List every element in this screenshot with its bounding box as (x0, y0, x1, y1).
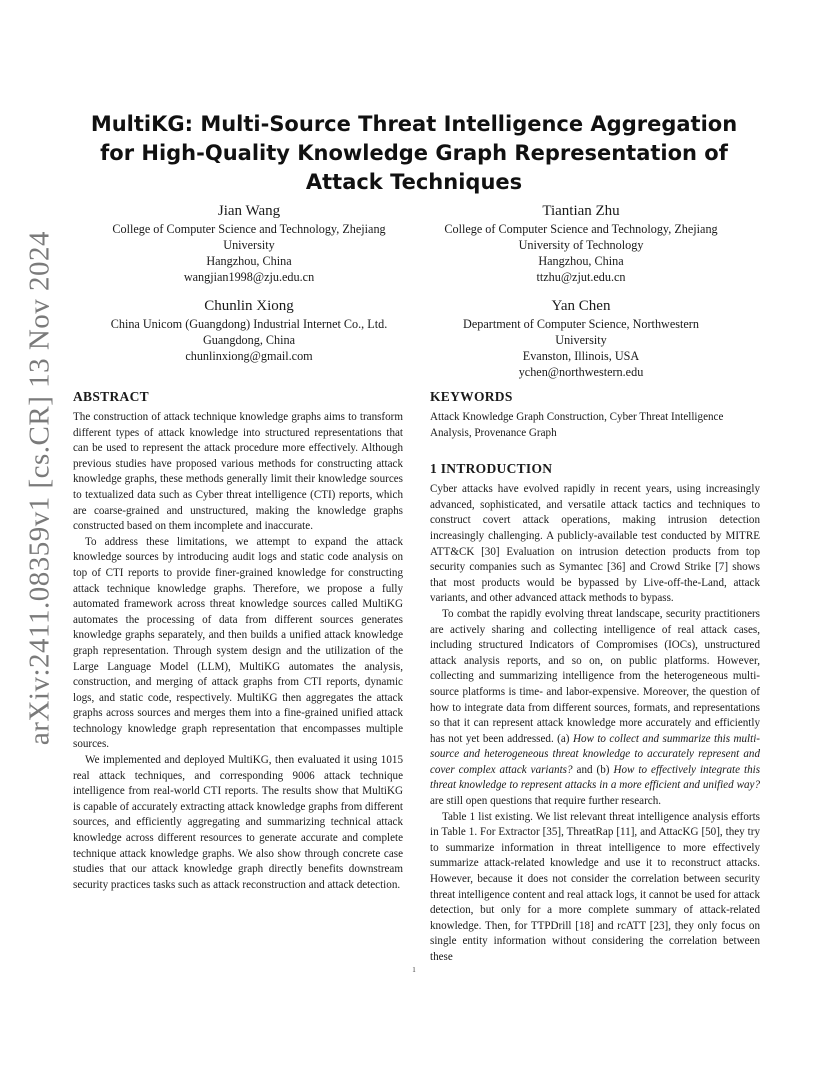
abstract-paragraph: We implemented and deployed MultiKG, then evaluated it using 1015 real attack techniques, and corresponding 9006 attack technique intelligence from real-world CTI reports. The results show that MultiKG is capable of accurately extracting attack knowledge graphs from different sources, and efficiently aggregating and summarizing technical attack knowledge across different resources to generate accurate and complete technique attack knowledge graphs. We also show through concrete case studies that our attack knowledge graph directly benefits downstream security practices tasks such as attack reconstruction and attack detection. (73, 754, 403, 891)
author-location: Guangdong, China (202, 333, 296, 347)
keywords-text: Attack Knowledge Graph Construction, Cyber Threat Intelligence Analysis, Provenance Graph (430, 411, 724, 439)
author-affiliation: China Unicom (Guangdong) Industrial Internet Co., Ltd. (110, 317, 388, 331)
author-affiliation: College of Computer Science and Technology, Zhejiang (112, 222, 386, 236)
author-affiliation: College of Computer Science and Technology, Zhejiang (444, 222, 718, 236)
intro-text: are still open questions that require further research. (430, 795, 662, 808)
author-name: Chunlin Xiong (204, 298, 294, 314)
author-block-1 (94, 201, 404, 285)
page-number: 1 (412, 966, 416, 974)
author-name: Jian Wang (217, 203, 281, 219)
author-block-4 (426, 296, 736, 380)
introduction-heading: 1 INTRODUCTION (430, 461, 553, 477)
abstract-heading: ABSTRACT (73, 389, 149, 404)
author-affiliation: University of Technology (518, 238, 644, 252)
research-question-b: How to effectively integrate this threat knowledge to represent attacks in a more efficient and unified way? (430, 763, 761, 792)
author-affiliation: University (555, 333, 607, 347)
author-email: ychen@northwestern.edu (518, 365, 644, 379)
intro-text: To combat the rapidly evolving threat landscape, security practitioners are actively sharing and collecting intelligence of real attack cases, including structured Indicators of Compromises (IOCs), unstructured attack analysis reports, and so on, on public platforms. However, collecting and summarizing intelligence from the heterogeneous multi-source platforms is time- and labor-expensive. Moreover, the question of how to integrate data from different sources, formats, and representations so that it can represent attack knowledge more accurately and efficiently has not yet been addressed. (a) (430, 607, 760, 745)
right-column (430, 388, 760, 966)
author-email: wangjian1998@zju.edu.cn (183, 270, 315, 284)
author-email: ttzhu@zjut.edu.cn (536, 270, 626, 284)
intro-text: and (b) (572, 763, 614, 776)
author-location: Hangzhou, China (538, 254, 624, 268)
author-location: Hangzhou, China (206, 254, 292, 268)
arxiv-id-text: arXiv:2411.08359v1 [cs.CR] 13 Nov 2024 (23, 230, 56, 746)
author-name: Tiantian Zhu (542, 203, 620, 219)
author-email: chunlinxiong@gmail.com (185, 349, 313, 363)
intro-paragraph: Cyber attacks have evolved rapidly in recent years, using increasingly advanced, sophisticated, and versatile attack tactics and techniques to construct covert attack operations, making intrusion detection increasingly challenging. A publicly-available test conducted by MITRE ATT&CK [30] Evaluation on intrusion detection products from top security companies such as Symantec [36] and Crowd Strike [7] shows that most products would be bypassed by Live-off-the-Land, attack variants, and other advanced attack methods to bypass. (430, 483, 760, 605)
left-column (73, 388, 403, 893)
abstract-paragraph: The construction of attack technique knowledge graphs aims to transform different types of attack knowledge into structured representations that can be used to represent the attack procedure more effectively. Although previous studies have proposed various methods for constructing attack knowledge graphs, these methods generally limit their knowledge sources to textualized data such as Cyber threat intelligence (CTI) reports, which are coarse-grained and unstructured, making the knowledge graphs constructed based on them incomplete and inaccurate. (73, 411, 403, 533)
research-question-a: How to collect and summarize this multi-source and heterogeneous threat knowledge to accurately represent and cover complex attack variants? (430, 732, 760, 776)
author-affiliation: University (223, 238, 275, 252)
keywords-heading: KEYWORDS (430, 389, 513, 404)
intro-paragraph (430, 607, 760, 810)
author-affiliation: Department of Computer Science, Northwestern (463, 317, 699, 331)
author-block-2 (426, 201, 736, 285)
abstract-paragraph: To address these limitations, we attempt to expand the attack knowledge sources by introducing audit logs and static code analysis on top of CTI reports to provide finer-grained knowledge for constructing attack technique knowledge graphs. Therefore, we propose a fully automated framework across threat knowledge sources called MultiKG automates the processing of data from different sources generates knowledge graphs separately, and then builds a unified attack knowledge graph representation. Through system design and the utilization of the Large Language Model (LLM), MultiKG automates the analysis, construction, and merging of attack graphs from CTI reports, dynamic logs, and static code, respectively. MultiKG then aggregates the attack graphs across sources and merges them into a fine-grained unified attack technology knowledge graph representation that encompasses multiple sources. (73, 535, 403, 751)
author-name: Yan Chen (551, 298, 611, 314)
author-block-3 (94, 296, 404, 364)
paper-title: MultiKG: Multi-Source Threat Intelligence Aggregation for High-Quality Knowledge Graph Representation of Attack Techniques (90, 112, 738, 194)
author-location: Evanston, Illinois, USA (522, 349, 640, 363)
intro-paragraph: Table 1 list existing. We list relevant threat intelligence analysis efforts in Table 1. For Extractor [35], ThreatRap [11], and AttacKG [50], they try to summarize information in threat intelligence to more effectively summarize attack-related knowledge and use it to reconstruct attacks. However, because it does not consider the correlation between security threat intelligence content and real attack logs, it cannot be used for attack detection, but only for a more complete summary of attack-related knowledge. Then, for TTPDrill [18] and rcATT [23], they only focus on single entity information without considering the correlation between these (430, 810, 760, 963)
